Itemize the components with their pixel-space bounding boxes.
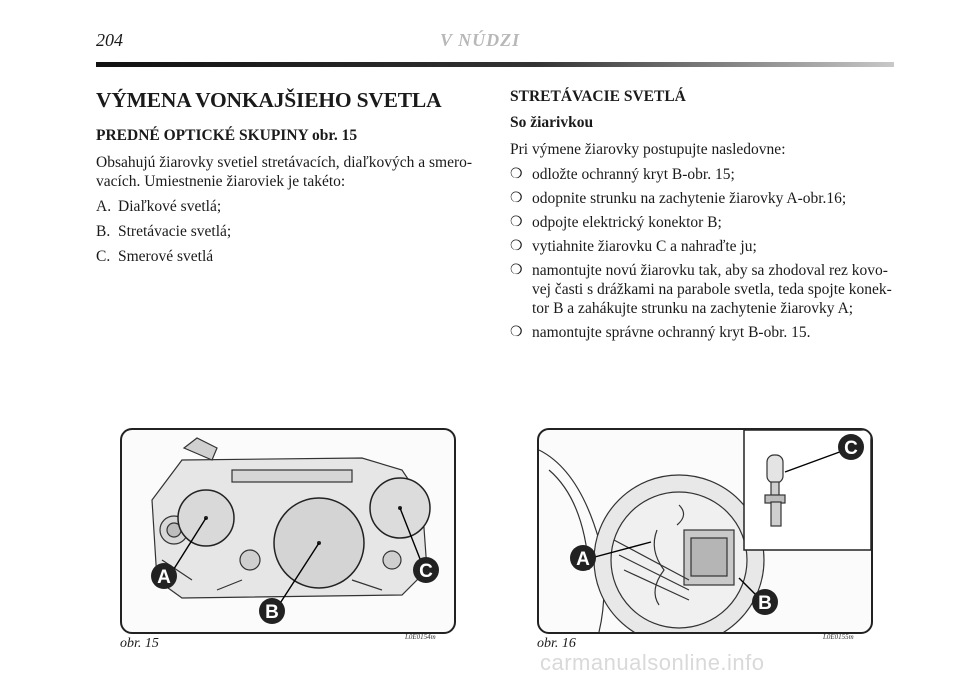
headlamp-illustration (122, 430, 454, 632)
list-item (510, 323, 895, 342)
item-text: Smerové svetlá (118, 248, 214, 265)
item-text: Stretávacie svetlá; (118, 223, 232, 240)
list-item (510, 189, 895, 208)
callout-c-label: C (419, 561, 433, 582)
circle-bullet-icon: ❍ (510, 239, 523, 254)
left-column (96, 88, 476, 272)
callout-b-label: B (265, 602, 279, 623)
step-text: odložte ochranný kryt B-obr. 15; (532, 166, 735, 183)
item-letter: C. (96, 248, 111, 265)
steps-list (510, 165, 895, 342)
list-item (96, 197, 476, 216)
bulb-replacement-illustration (539, 430, 871, 632)
running-head: V NÚDZI (440, 30, 521, 50)
step-text: odopnite strunku na zachytenie žiarovky A-obr.16; (532, 190, 847, 207)
page-number: 204 (96, 30, 123, 50)
subtitle-main: PREDNÉ OPTICKÉ SKUPINY (96, 127, 309, 144)
callout-a-label: A (157, 567, 171, 588)
callout-a-label: A (576, 549, 590, 570)
figure-code-16: L0E0155m (823, 633, 854, 641)
circle-bullet-icon: ❍ (510, 191, 523, 206)
figure-bulb-replacement (537, 428, 873, 634)
list-item (510, 261, 895, 318)
figure-caption-16: obr. 16 (537, 636, 576, 651)
list-item (510, 165, 895, 184)
steps-intro: Pri výmene žiarovky postupujte nasledovne: (510, 141, 786, 158)
section-title: VÝMENA VONKAJŠIEHO SVETLA (96, 88, 442, 112)
right-column (510, 88, 895, 347)
figure-headlamp-assembly (120, 428, 456, 634)
step-text: namontujte novú žiarovku tak, aby sa zhodoval rez kovo- vej časti s drážkami na parabole svetla, teda spojte konek- tor B a zahákujte strunku na zachytenie žiarovky A; (532, 262, 892, 317)
item-letter: B. (96, 223, 111, 240)
figure-code-15: L0E0154m (405, 633, 436, 641)
circle-bullet-icon: ❍ (510, 215, 523, 230)
figure-caption-15: obr. 15 (120, 636, 159, 651)
section-subtitle (96, 127, 476, 145)
list-item (510, 213, 895, 232)
section-title-low-beam: STRETÁVACIE SVETLÁ (510, 88, 686, 105)
item-letter: A. (96, 198, 112, 215)
section-subtitle-bulb: So žiarivkou (510, 114, 594, 131)
list-item (96, 247, 476, 266)
item-text: Diaľkové svetlá; (118, 198, 222, 215)
callout-b-label: B (758, 593, 772, 614)
circle-bullet-icon: ❍ (510, 167, 523, 182)
list-item (510, 237, 895, 256)
step-text: namontujte správne ochranný kryt B-obr. 15. (532, 324, 811, 341)
watermark: carmanualsonline.info (540, 650, 765, 675)
bulb-list (96, 197, 476, 266)
step-text: vytiahnite žiarovku C a nahraďte ju; (532, 238, 757, 255)
callout-c-label: C (844, 438, 858, 459)
step-text: odpojte elektrický konektor B; (532, 214, 722, 231)
header-rule (96, 62, 894, 67)
intro-paragraph: Obsahujú žiarovky svetiel stretávacích, diaľkových a smero- vacích. Umiestnenie žiaroviek je takéto: (96, 154, 473, 190)
subtitle-ref: obr. 15 (312, 127, 358, 144)
circle-bullet-icon: ❍ (510, 263, 523, 278)
list-item (96, 222, 476, 241)
circle-bullet-icon: ❍ (510, 325, 523, 340)
